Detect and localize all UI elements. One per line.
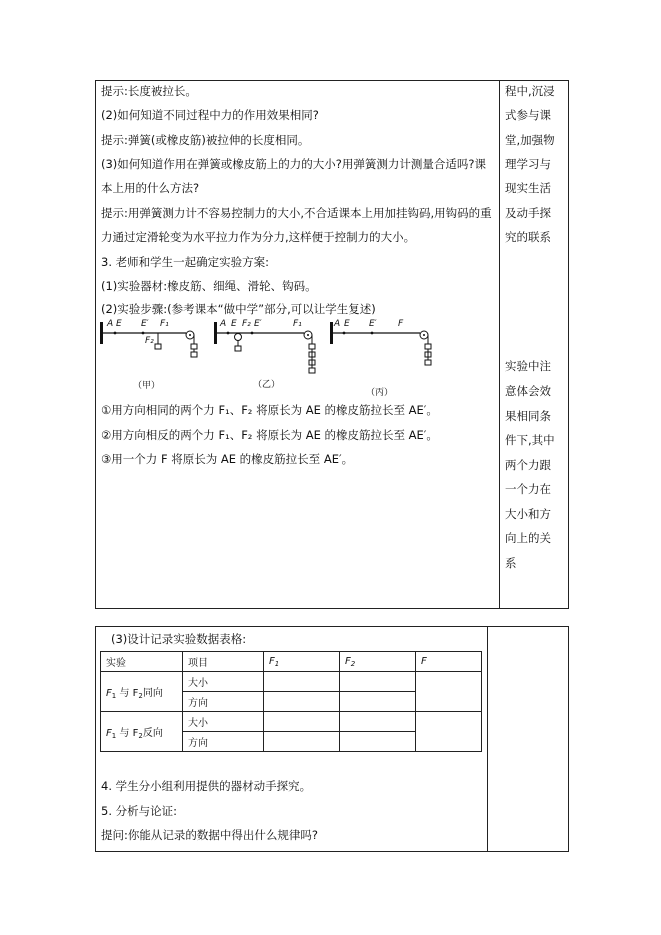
header-f2-sub: 2 [350,659,356,668]
header-experiment: 实验 [101,652,183,672]
fig2-caption: （乙） [253,380,281,390]
text-line: 3. 老师和学生一起确定实验方案: [101,255,270,269]
side-note-line: 理学习与 [505,157,551,171]
rg2-f: F [106,727,112,739]
data-record-table [100,651,482,752]
item-cell: 大小 [183,712,264,732]
side-note-line: 及动手探 [505,206,551,220]
step-line: ②用方向相反的两个力 F₁、F₂ 将原长为 AE 的橡皮筋拉长至 AE′。 [101,428,438,442]
rg1-f: F [106,687,112,699]
header-f2-letter: F [345,655,351,667]
fig1-label-e-prime: E′ [141,319,149,329]
empty-cell [264,732,340,752]
header-f1-sub: 1 [274,659,280,668]
fig1-label-a: A [107,319,114,329]
text-line: 力通过定滑轮变为水平拉力作为分力,这样便于控制力的大小。 [101,230,416,244]
rg1-sub-a: 1 [111,691,117,700]
fig2-label-f2: F₂ [242,319,251,329]
side-note-line: 堂,加强物 [505,133,555,147]
item-cell: 方向 [183,732,264,752]
side-note-line: 果相同条 [505,409,551,423]
fig3-label-f: F [398,319,404,329]
fig2-label-a: A [220,319,227,329]
row-group-same-direction [101,672,183,712]
text-line: 本上用的什么方法? [101,181,200,195]
text-line: (3)如何知道作用在弹簧或橡皮筋上的力的大小?用弹簧测力计测量合适吗?课 [101,157,486,171]
header-f1 [264,652,340,672]
fig1-label-f2: F₂ [145,336,154,346]
side-note-line: 式参与课 [505,108,551,122]
step-line: ③用一个力 F 将原长为 AE 的橡皮筋拉长至 AE′。 [101,452,354,466]
table-row [101,712,482,732]
rg2-mid: 与 F [119,727,139,739]
fig2-label-f1: F₁ [293,319,302,329]
side-note-line: 现实生活 [505,181,551,195]
empty-cell [264,672,340,692]
text-line: 4. 学生分小组利用提供的器材动手探究。 [101,779,312,793]
side-note-line: 一个力在 [505,482,551,496]
empty-cell [264,692,340,712]
text-line: (2)实验步骤:(参考课本“做中学”部分,可以让学生复述) [101,302,376,316]
side-note-line: 系 [505,556,517,570]
fig1-label-f1: F₁ [160,319,169,329]
table-header-row [101,652,482,672]
side-note-line: 两个力跟 [505,458,551,472]
rg1-sub-b: 2 [138,691,143,700]
side-note-line: 件下,其中 [505,433,555,447]
empty-cell [340,732,416,752]
text-line: 5. 分析与论证: [101,804,178,818]
text-line: (1)实验器材:橡皮筋、细绳、滑轮、钩码。 [101,279,317,293]
row-group-opposite-direction [101,712,183,752]
fig1-caption: （甲） [133,381,161,391]
fig3-caption: （丙） [366,388,394,398]
side-note-line: 大小和方 [505,507,551,521]
fig2-label-e-prime: E′ [254,319,262,329]
empty-cell [340,692,416,712]
text-line: (2)如何知道不同过程中力的作用效果相同? [101,108,319,122]
fig3-label-e-prime: E′ [369,319,377,329]
rg2-sub-b: 2 [138,731,143,740]
top-table-divider [499,80,500,609]
text-line: 提示:用弹簧测力计不容易控制力的大小,不合适课本上用加挂钩码,用钩码的重 [101,206,492,220]
empty-cell [340,712,416,732]
bottom-table-divider [487,626,488,852]
item-cell: 大小 [183,672,264,692]
fig3-label-e: E [344,319,350,329]
rg1-tail: 同向 [142,687,163,699]
fig2-label-e: E [231,319,237,329]
text-line: 提问:你能从记录的数据中得出什么规律吗? [101,828,318,842]
header-f: F [416,652,482,672]
text-line: 提示:弹簧(或橡皮筋)被拉伸的长度相同。 [101,133,310,147]
rg2-tail: 反向 [142,727,163,739]
side-note-line: 程中,沉浸 [505,84,555,98]
header-f2 [340,652,416,672]
empty-cell [264,712,340,732]
table-intro: (3)设计记录实验数据表格: [111,632,247,646]
fig1-label-e: E [116,319,122,329]
table-row [101,672,482,692]
figure-yi [212,318,324,382]
header-f1-letter: F [269,655,275,667]
fig3-label-a: A [334,319,341,329]
rg1-mid: 与 F [119,687,139,699]
side-note-line: 实验中注 [505,359,551,373]
rg2-sub-a: 1 [111,731,117,740]
empty-cell [340,672,416,692]
side-note-line: 向上的关 [505,531,551,545]
side-note-line: 究的联系 [505,230,551,244]
empty-cell [416,712,482,752]
step-line: ①用方向相同的两个力 F₁、F₂ 将原长为 AE 的橡皮筋拉长至 AE′。 [101,403,438,417]
empty-cell [416,672,482,712]
item-cell: 方向 [183,692,264,712]
header-item: 项目 [183,652,264,672]
side-note-line: 意体会效 [505,384,551,398]
text-line: 提示:长度被拉长。 [101,84,197,98]
